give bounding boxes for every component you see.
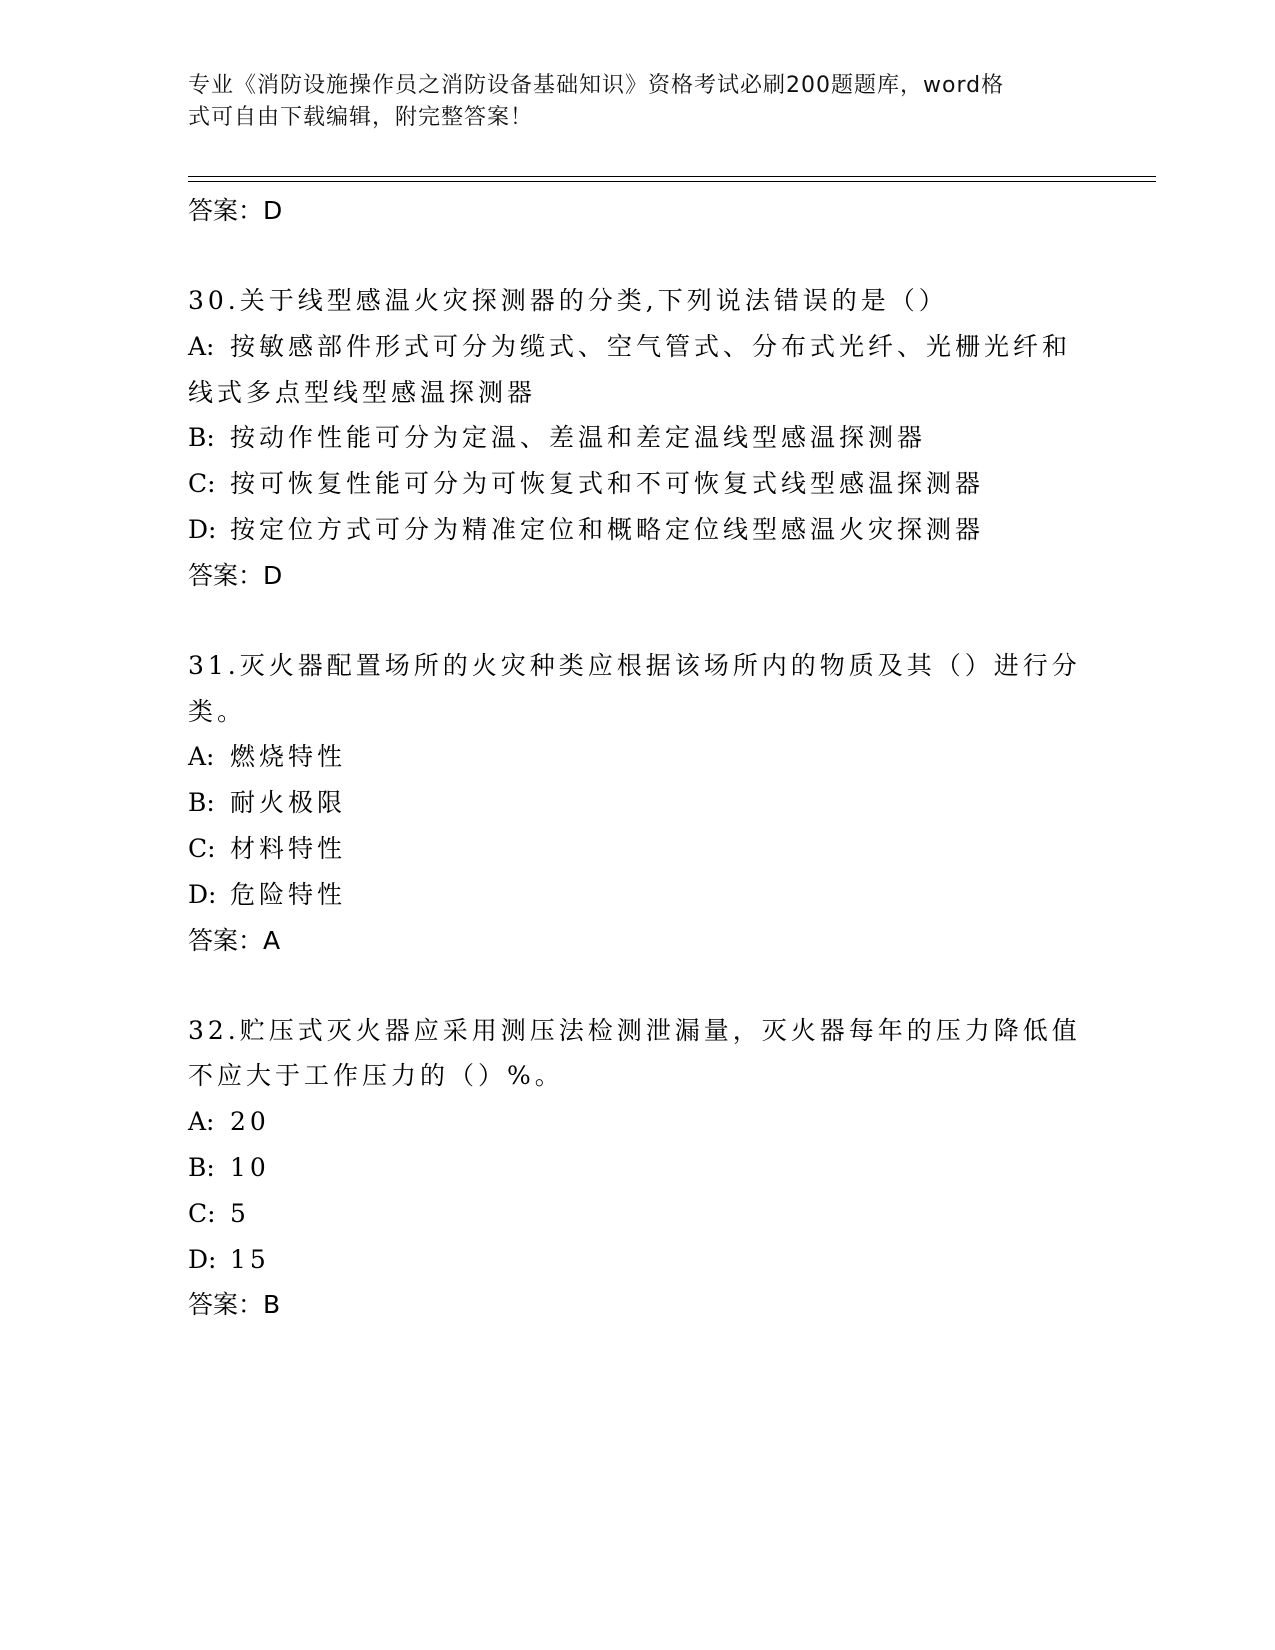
option-c — [188, 826, 1088, 872]
option-b — [188, 780, 1088, 826]
option-text: 按敏感部件形式可分为缆式、空气管式、分布式光纤、光栅光纤和 — [230, 331, 1072, 361]
question-stem-continued: 类。 — [188, 696, 247, 726]
question-stem: 30.关于线型感温火灾探测器的分类,下列说法错误的是（） — [188, 286, 948, 315]
question-31 — [188, 643, 1088, 964]
page-header — [188, 70, 1078, 134]
option-text: 按动作性能可分为定温、差温和差定温线型感温探测器 — [230, 423, 927, 453]
option-letter: B: — [188, 423, 215, 453]
question-30 — [188, 278, 1088, 599]
option-text: 10 — [230, 1152, 270, 1182]
option-letter: D: — [188, 1244, 217, 1274]
option-letter: C: — [188, 469, 216, 499]
option-letter: A: — [188, 331, 215, 361]
question-answer: 答案：A — [188, 925, 281, 955]
option-text: 5 — [230, 1198, 250, 1228]
option-letter: C: — [188, 833, 216, 863]
option-d — [188, 1237, 1088, 1283]
option-text: 燃烧特性 — [230, 742, 347, 772]
question-stem-continued: 不应大于工作压力的（）%。 — [188, 1061, 564, 1091]
option-letter: B: — [188, 788, 215, 818]
option-a — [188, 734, 1088, 780]
option-a — [188, 324, 1088, 370]
header-divider-bottom — [188, 181, 1156, 182]
question-stem: 31.灭火器配置场所的火灾种类应根据该场所内的物质及其（）进行分 — [188, 650, 1081, 680]
option-letter: D: — [188, 514, 217, 544]
question-answer: 答案：B — [188, 1290, 281, 1320]
option-text: 危险特性 — [230, 879, 347, 909]
option-letter: B: — [188, 1152, 215, 1182]
option-text: 材料特性 — [230, 833, 347, 863]
header-line-1: 专业《消防设施操作员之消防设备基础知识》资格考试必刷200题题库，word格 — [188, 73, 1005, 98]
option-text: 按定位方式可分为精准定位和概略定位线型感温火灾探测器 — [230, 514, 985, 544]
option-a — [188, 1099, 1088, 1145]
option-c — [188, 461, 1088, 507]
option-letter: A: — [188, 742, 215, 772]
option-d — [188, 872, 1088, 918]
question-stem: 32.贮压式灭火器应采用测压法检测泄漏量，灭火器每年的压力降低值 — [188, 1015, 1081, 1045]
option-text: 耐火极限 — [230, 788, 347, 818]
option-letter: A: — [188, 1107, 215, 1137]
option-letter: D: — [188, 879, 217, 909]
option-text: 20 — [230, 1107, 270, 1137]
option-c — [188, 1191, 1088, 1237]
option-text: 15 — [230, 1244, 270, 1274]
document-body — [188, 188, 1088, 1328]
option-d — [188, 507, 1088, 553]
option-text: 按可恢复性能可分为可恢复式和不可恢复式线型感温探测器 — [230, 469, 985, 499]
option-a-continued: 线式多点型线型感温探测器 — [188, 377, 537, 407]
question-answer: 答案：D — [188, 560, 283, 590]
header-line-2: 式可自由下载编辑，附完整答案！ — [188, 105, 534, 130]
question-32 — [188, 1008, 1088, 1329]
header-divider-top — [188, 176, 1156, 177]
option-b — [188, 1145, 1088, 1191]
previous-answer: 答案：D — [188, 196, 283, 225]
option-b — [188, 415, 1088, 461]
option-letter: C: — [188, 1198, 216, 1228]
